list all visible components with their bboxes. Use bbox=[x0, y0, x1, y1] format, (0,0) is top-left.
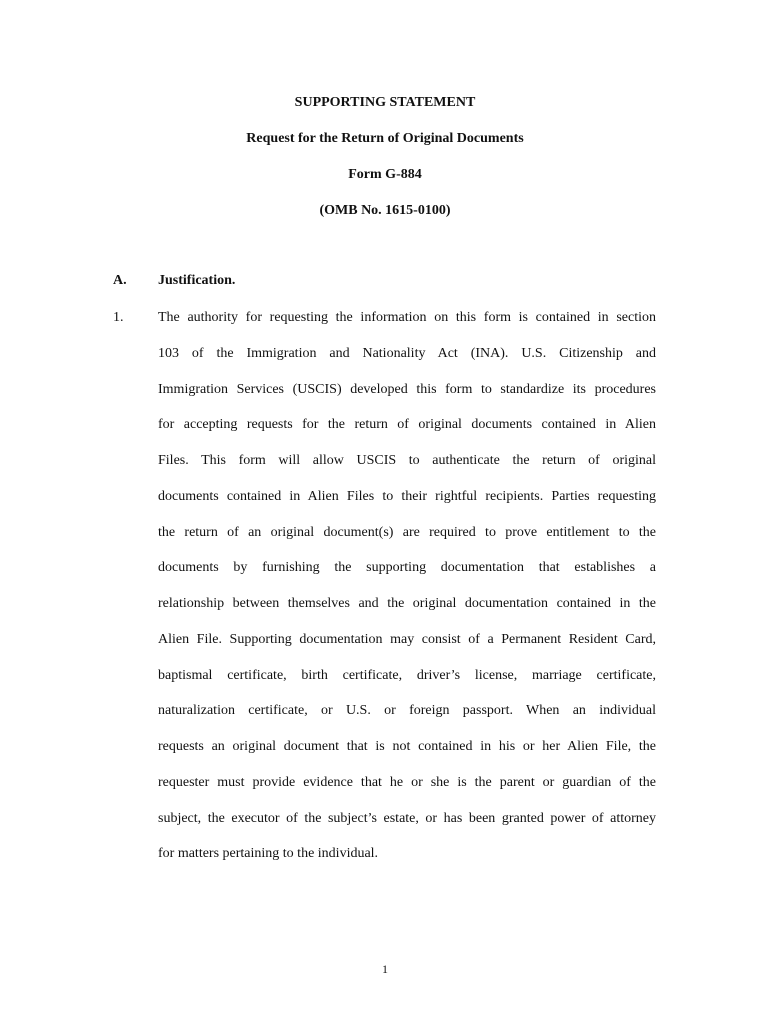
page-number: 1 bbox=[382, 962, 388, 976]
document-title: SUPPORTING STATEMENT bbox=[294, 95, 476, 110]
paragraph-line: baptismal certificate, birth certificate, driver’s license, marriage certificate, bbox=[158, 667, 656, 683]
paragraph-line: documents contained in Alien Files to their rightful recipients. Parties requesting bbox=[158, 488, 656, 504]
section-label: A. bbox=[113, 273, 127, 288]
paragraph-line: for matters pertaining to the individual. bbox=[158, 846, 379, 862]
paragraph-line: subject, the executor of the subject’s estate, or has been granted power of attorney bbox=[158, 810, 656, 826]
paragraph-line: naturalization certificate, or U.S. or foreign passport. When an individual bbox=[158, 703, 656, 719]
paragraph-line: 103 of the Immigration and Nationality Act (INA). U.S. Citizenship and bbox=[158, 345, 656, 361]
item-number: 1. bbox=[113, 310, 124, 325]
form-number: Form G-884 bbox=[348, 167, 422, 182]
paragraph-line: the return of an original document(s) are required to prove entitlement to the bbox=[158, 524, 656, 540]
paragraph-line: requests an original document that is not contained in his or her Alien File, the bbox=[158, 739, 656, 754]
paragraph-line: Alien File. Supporting documentation may consist of a Permanent Resident Card, bbox=[158, 631, 656, 647]
document-subtitle: Request for the Return of Original Documents bbox=[246, 131, 524, 146]
item-paragraph bbox=[158, 310, 656, 882]
omb-number: (OMB No. 1615-0100) bbox=[319, 203, 451, 218]
paragraph-line: requester must provide evidence that he or she is the parent or guardian of the bbox=[158, 774, 656, 790]
paragraph-line: Immigration Services (USCIS) developed this form to standardize its procedures bbox=[158, 381, 656, 397]
paragraph-line: The authority for requesting the information on this form is contained in section bbox=[158, 310, 656, 325]
paragraph-line: relationship between themselves and the original documentation contained in the bbox=[158, 596, 656, 611]
paragraph-line: Files. This form will allow USCIS to authenticate the return of original bbox=[158, 453, 656, 468]
paragraph-line: documents by furnishing the supporting documentation that establishes a bbox=[158, 560, 656, 576]
paragraph-line: for accepting requests for the return of original documents contained in Alien bbox=[158, 417, 656, 433]
section-title: Justification. bbox=[158, 273, 236, 288]
